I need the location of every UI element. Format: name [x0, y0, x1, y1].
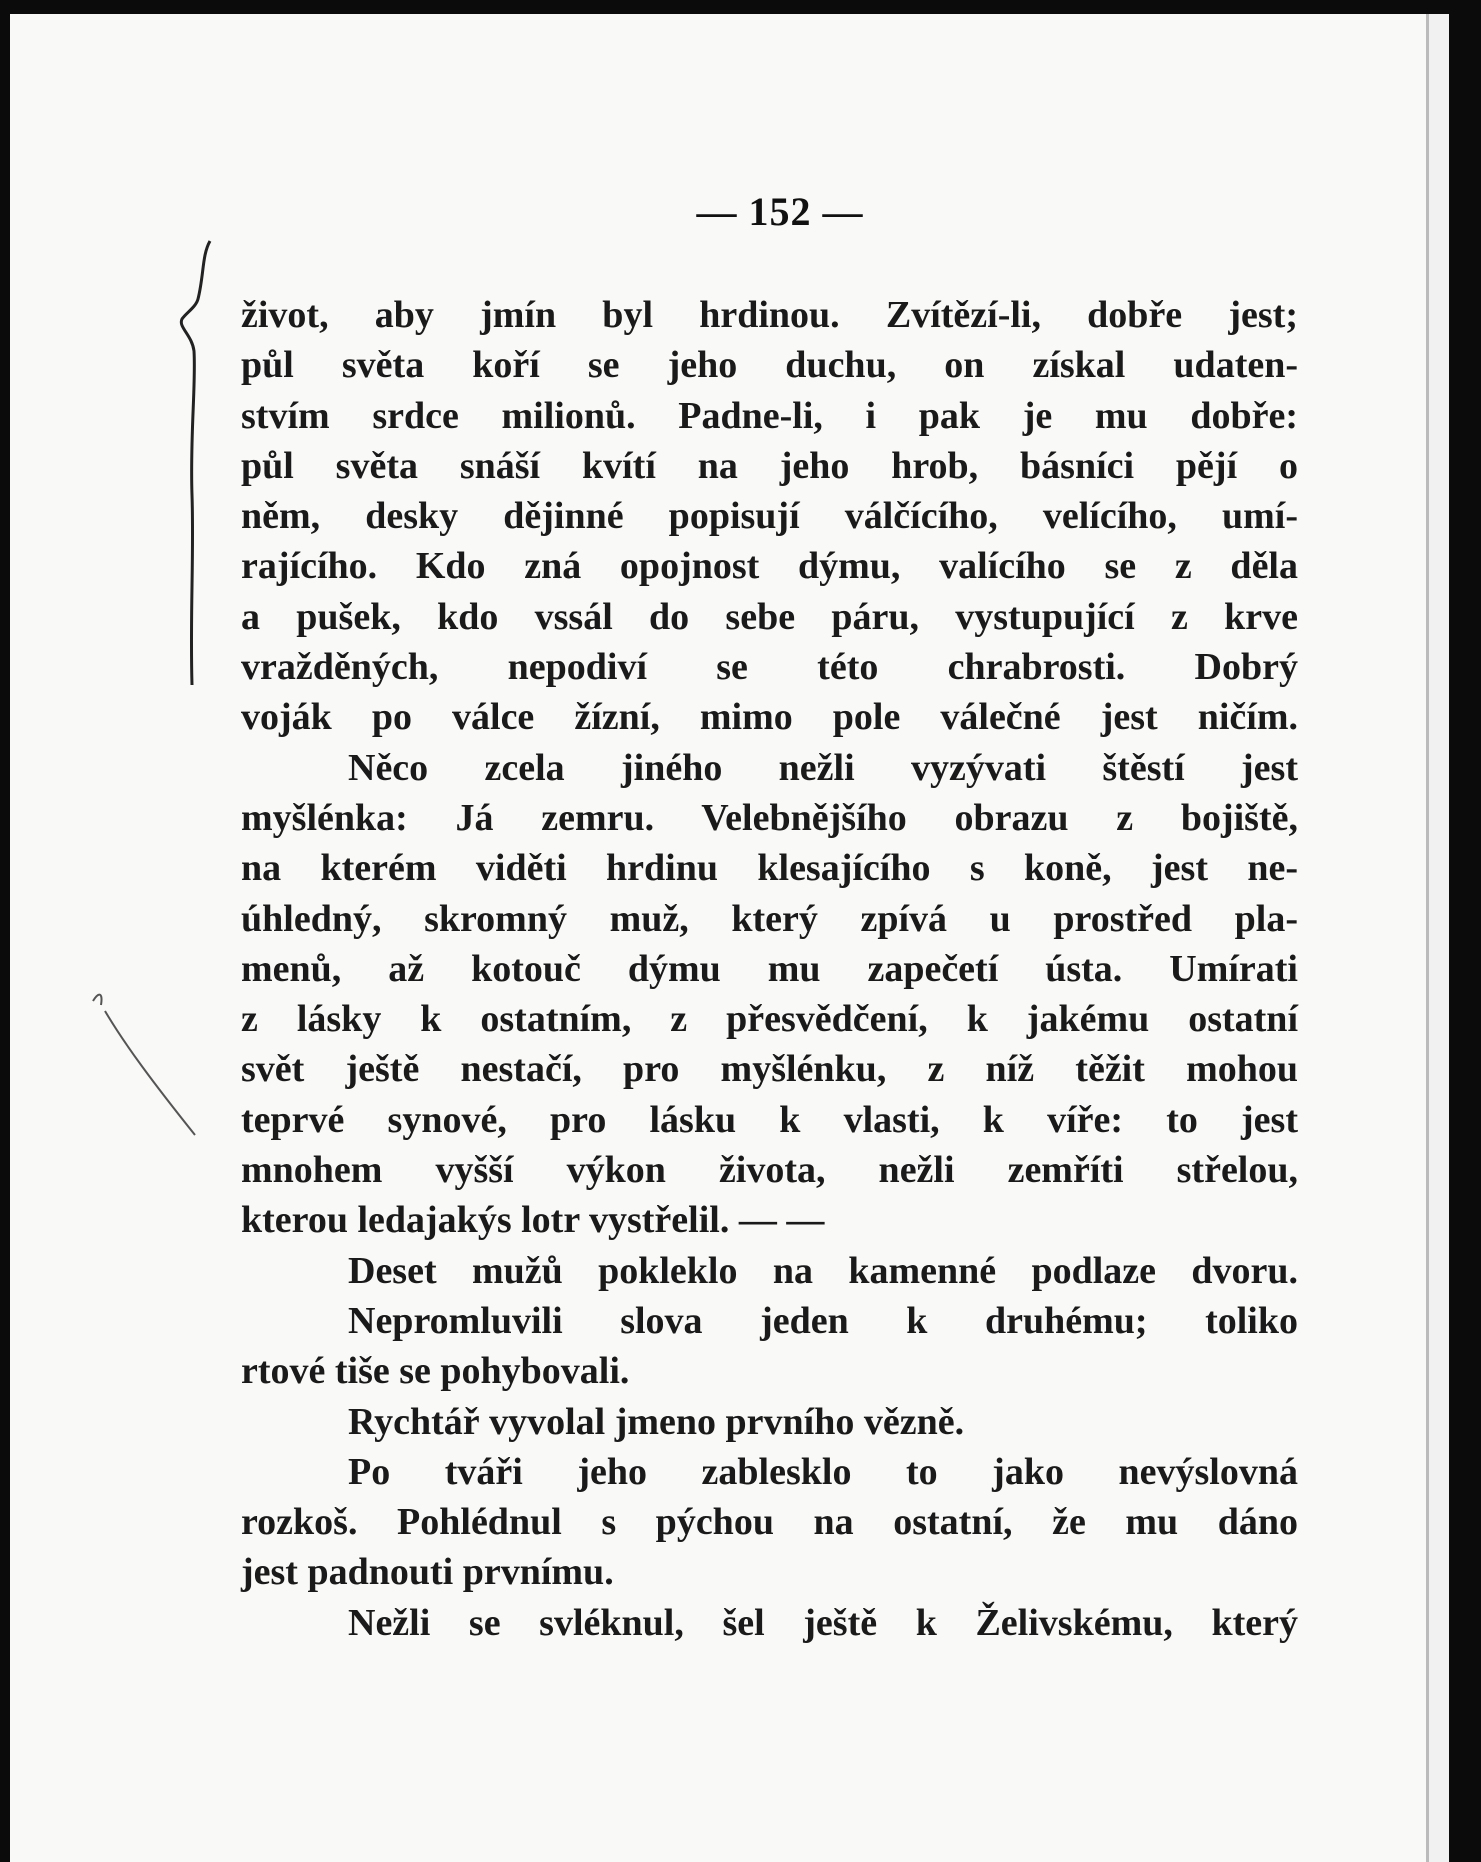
- scan-border-top: [0, 0, 1481, 14]
- text-line: voják po válce žízní, mimo pole válečné jest ničím.: [241, 696, 1298, 739]
- body-text: [241, 290, 1298, 1648]
- text-line: teprvé synové, pro lásku k vlasti, k víře: to jest: [241, 1098, 1298, 1141]
- margin-pencil-mark-lower: [85, 985, 205, 1145]
- text-line: Deset mužů pokleklo na kamenné podlaze dvoru.: [348, 1249, 1298, 1292]
- margin-pencil-mark: [168, 235, 228, 695]
- text-line: na kterém viděti hrdinu klesajícího s koně, jest ne-: [241, 847, 1298, 890]
- text-line: Nepromluvili slova jeden k druhému; toliko: [348, 1299, 1298, 1342]
- text-line: Nežli se svléknul, šel ještě k Želivskému, který: [348, 1601, 1298, 1644]
- scan-border-left: [0, 0, 10, 1862]
- text-line: život, aby jmín byl hrdinou. Zvítězí-li, dobře jest;: [241, 294, 1298, 336]
- text-line: rajícího. Kdo zná opojnost dýmu, valícího se z děla: [241, 545, 1298, 588]
- page-number: — 152 —: [696, 189, 864, 234]
- text-line: Rychtář vyvolal jmeno prvního vězně.: [348, 1400, 965, 1443]
- scan-page-edge: [1426, 14, 1449, 1862]
- text-line: myšlénka: Já zemru. Velebnějšího obrazu z bojiště,: [241, 796, 1298, 839]
- text-line: jest padnouti prvnímu.: [241, 1551, 614, 1594]
- text-line: svět ještě nestačí, pro myšlénku, z níž těžit mohou: [241, 1048, 1298, 1091]
- text-line: Po tváři jeho zablesklo to jako nevýslovná: [348, 1450, 1298, 1493]
- text-line: a pušek, kdo vssál do sebe páru, vystupující z krve: [241, 595, 1298, 638]
- text-line: rtové tiše se pohybovali.: [241, 1350, 630, 1393]
- text-line: Něco zcela jiného nežli vyzývati štěstí jest: [348, 746, 1298, 789]
- text-line: vražděných, nepodiví se této chrabrosti. Dobrý: [241, 646, 1298, 689]
- scan-border-right: [1446, 0, 1481, 1862]
- text-line: půl světa koří se jeho duchu, on získal udaten-: [241, 344, 1298, 387]
- text-line: menů, až kotouč dýmu mu zapečetí ústa. Umírati: [241, 947, 1298, 990]
- text-line: něm, desky dějinné popisují válčícího, velícího, umí-: [241, 495, 1298, 538]
- text-line: úhledný, skromný muž, který zpívá u prostřed pla-: [241, 897, 1298, 940]
- text-line: kterou ledajakýs lotr vystřelil. — —: [241, 1199, 825, 1242]
- text-line: rozkoš. Pohlédnul s pýchou na ostatní, že mu dáno: [241, 1501, 1298, 1544]
- text-line: mnohem vyšší výkon života, nežli zemříti střelou,: [241, 1149, 1298, 1192]
- text-line: stvím srdce milionů. Padne-li, i pak je mu dobře:: [241, 394, 1298, 437]
- text-line: půl světa snáší kvítí na jeho hrob, básníci pějí o: [241, 444, 1298, 487]
- text-line: z lásky k ostatním, z přesvědčení, k jakému ostatní: [241, 998, 1298, 1041]
